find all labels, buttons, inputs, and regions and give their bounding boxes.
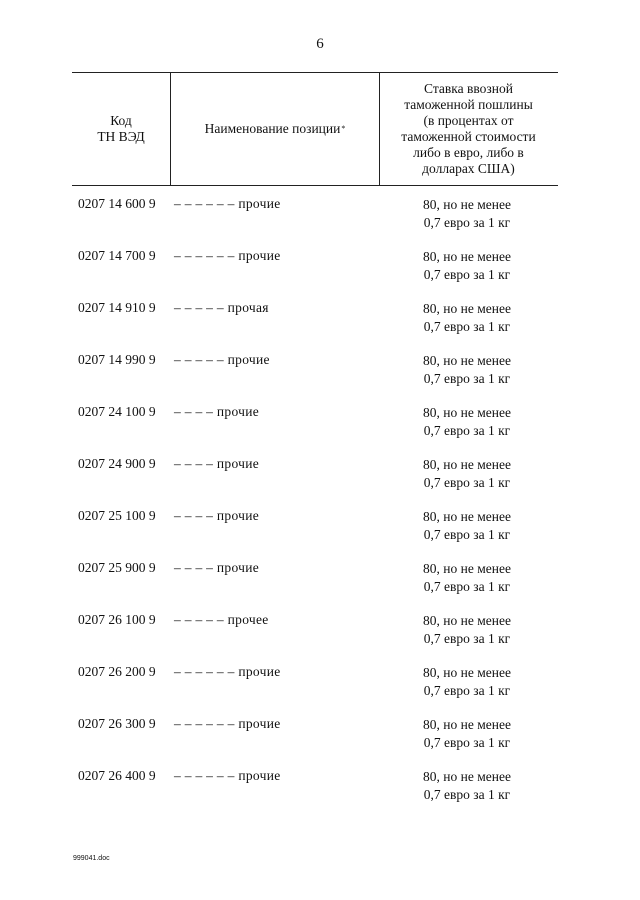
- duty-rate-line2: 0,7 евро за 1 кг: [423, 631, 511, 646]
- duty-rate-line2: 0,7 евро за 1 кг: [423, 683, 511, 698]
- duty-rate: [392, 508, 542, 544]
- duty-rate: [392, 196, 542, 232]
- position-name: – – – – – – прочие: [174, 664, 281, 679]
- duty-rate-line1: 80, но не менее: [423, 613, 511, 628]
- duty-rate: [392, 248, 542, 284]
- table-row: [0, 768, 640, 820]
- table-row: [0, 300, 640, 352]
- table-row: [0, 560, 640, 612]
- position-name: – – – – прочие: [174, 560, 260, 575]
- table-header: [72, 72, 558, 186]
- tariff-code: 0207 26 100 9: [78, 612, 156, 627]
- duty-rate-line1: 80, но не менее: [423, 249, 511, 264]
- position-name: – – – – – прочее: [174, 612, 269, 627]
- position-name: – – – – прочие: [174, 456, 260, 471]
- duty-rate: [392, 560, 542, 596]
- duty-rate-line2: 0,7 евро за 1 кг: [423, 787, 511, 802]
- duty-rate-line2: 0,7 евро за 1 кг: [423, 475, 511, 490]
- duty-rate: [392, 404, 542, 440]
- table-row: [0, 456, 640, 508]
- duty-rate-line2: 0,7 евро за 1 кг: [423, 215, 511, 230]
- table-row: [0, 716, 640, 768]
- page-number: 6: [316, 36, 324, 52]
- tariff-code: 0207 14 700 9: [78, 248, 156, 263]
- duty-rate-line1: 80, но не менее: [423, 353, 511, 368]
- table-row: [0, 404, 640, 456]
- duty-rate-line1: 80, но не менее: [423, 197, 511, 212]
- table-row: [0, 248, 640, 300]
- tariff-code: 0207 14 910 9: [78, 300, 156, 315]
- tariff-code: 0207 24 900 9: [78, 456, 156, 471]
- position-name: – – – – – – прочие: [174, 716, 281, 731]
- duty-rate-line1: 80, но не менее: [423, 561, 511, 576]
- table-row: [0, 508, 640, 560]
- duty-rate: [392, 612, 542, 648]
- header-code-label: Код ТН ВЭД: [97, 113, 145, 144]
- tariff-code: 0207 24 100 9: [78, 404, 156, 419]
- duty-rate-line2: 0,7 евро за 1 кг: [423, 267, 511, 282]
- header-name-label: Наименование позиции: [204, 121, 341, 136]
- header-name: [170, 73, 380, 185]
- header-rate-label: Ставка ввозной таможенной пошлины (в процентах от таможенной стоимости либо в евро, либо в долларах США): [401, 81, 536, 176]
- duty-rate: [392, 664, 542, 700]
- tariff-code: 0207 26 200 9: [78, 664, 156, 679]
- table-row: [0, 612, 640, 664]
- duty-rate-line1: 80, но не менее: [423, 717, 511, 732]
- duty-rate-line1: 80, но не менее: [423, 769, 511, 784]
- position-name: – – – – прочие: [174, 508, 260, 523]
- duty-rate: [392, 768, 542, 804]
- duty-rate-line1: 80, но не менее: [423, 665, 511, 680]
- tariff-code: 0207 25 900 9: [78, 560, 156, 575]
- table-row: [0, 196, 640, 248]
- tariff-code: 0207 26 300 9: [78, 716, 156, 731]
- position-name: – – – – – – прочие: [174, 248, 281, 263]
- tariff-code: 0207 26 400 9: [78, 768, 156, 783]
- duty-rate: [392, 352, 542, 388]
- duty-rate-line1: 80, но не менее: [423, 405, 511, 420]
- position-name: – – – – прочие: [174, 404, 260, 419]
- position-name: – – – – – – прочие: [174, 196, 281, 211]
- table-row: [0, 664, 640, 716]
- duty-rate-line2: 0,7 евро за 1 кг: [423, 527, 511, 542]
- header-name-footnote-mark: *: [341, 124, 346, 133]
- duty-rate: [392, 300, 542, 336]
- duty-rate-line1: 80, но не менее: [423, 457, 511, 472]
- footer-filename: 999041.doc: [73, 855, 110, 862]
- header-code: [72, 73, 170, 185]
- position-name: – – – – – прочая: [174, 300, 269, 315]
- duty-rate: [392, 716, 542, 752]
- table-body: [0, 196, 640, 820]
- duty-rate-line1: 80, но не менее: [423, 301, 511, 316]
- duty-rate-line2: 0,7 евро за 1 кг: [423, 735, 511, 750]
- duty-rate-line2: 0,7 евро за 1 кг: [423, 423, 511, 438]
- duty-rate: [392, 456, 542, 492]
- duty-rate-line2: 0,7 евро за 1 кг: [423, 319, 511, 334]
- tariff-code: 0207 14 990 9: [78, 352, 156, 367]
- tariff-code: 0207 25 100 9: [78, 508, 156, 523]
- duty-rate-line2: 0,7 евро за 1 кг: [423, 579, 511, 594]
- position-name: – – – – – прочие: [174, 352, 270, 367]
- duty-rate-line1: 80, но не менее: [423, 509, 511, 524]
- header-rate: [379, 73, 558, 185]
- duty-rate-line2: 0,7 евро за 1 кг: [423, 371, 511, 386]
- tariff-code: 0207 14 600 9: [78, 196, 156, 211]
- position-name: – – – – – – прочие: [174, 768, 281, 783]
- table-row: [0, 352, 640, 404]
